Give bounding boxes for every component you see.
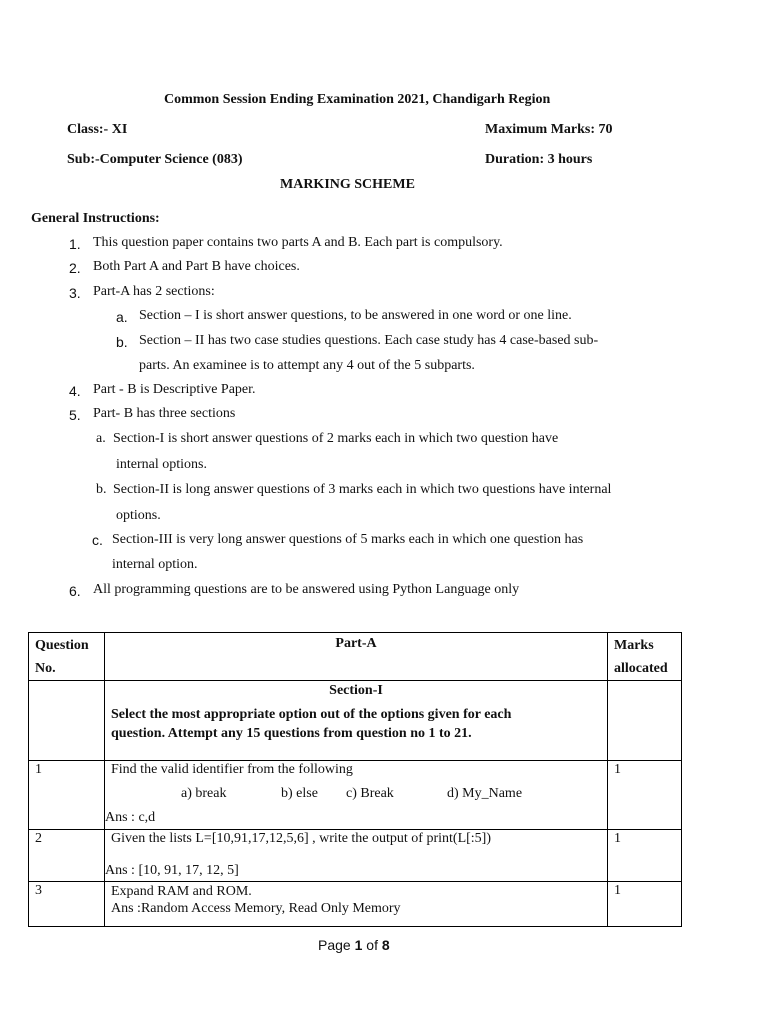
question-text: Given the lists L=[10,91,17,12,5,6] , write the output of print(L[:5])	[111, 831, 491, 846]
item-text: internal options.	[116, 457, 207, 472]
question-number-cell	[29, 830, 105, 882]
item-text: Part-A has 2 sections:	[93, 284, 215, 299]
question-cell	[105, 761, 608, 830]
section-row-num-cell	[29, 681, 105, 761]
item-number: a.	[96, 431, 106, 446]
instructions-heading: General Instructions:	[31, 211, 160, 226]
option-a: a) break	[181, 786, 227, 801]
answer-text: Ans : [10, 91, 17, 12, 5]	[105, 863, 239, 878]
item-number: 1.	[69, 236, 81, 252]
item-number: 2.	[69, 260, 81, 276]
marking-table	[28, 632, 682, 927]
header-marks-line1: Marks	[614, 638, 654, 653]
question-number: 2	[35, 831, 42, 846]
option-c: c) Break	[346, 786, 394, 801]
page-footer	[318, 937, 390, 953]
header-part-a	[105, 633, 608, 681]
item-text: parts. An examinee is to attempt any 4 out of the 5 subparts.	[139, 358, 475, 373]
max-marks: Maximum Marks: 70	[485, 122, 613, 137]
header-question-line2: No.	[35, 661, 56, 676]
header-marks	[608, 633, 682, 681]
item-text: Section-II is long answer questions of 3 marks each in which two questions have internal	[113, 482, 612, 497]
table-row	[29, 882, 682, 927]
option-d: d) My_Name	[447, 786, 523, 801]
page-word: Page	[318, 937, 355, 953]
section-note-line2: question. Attempt any 15 questions from question no 1 to 21.	[111, 726, 472, 741]
item-number: a.	[116, 309, 128, 325]
item-text: Section – I is short answer questions, to be answered in one word or one line.	[139, 308, 572, 323]
answer-text: Ans : c,d	[105, 810, 156, 825]
item-number: 5.	[69, 407, 81, 423]
question-number-cell	[29, 761, 105, 830]
section-cell	[105, 681, 608, 761]
table-row	[29, 761, 682, 830]
item-text: Section-III is very long answer questions of 5 marks each in which one question has	[112, 532, 584, 547]
item-text: Section-I is short answer questions of 2 marks each in which two question have	[113, 431, 559, 446]
duration-label: Duration: 3 hours	[485, 152, 593, 167]
marks-value: 1	[614, 883, 621, 898]
table-header-row	[29, 633, 682, 681]
item-number: b.	[116, 334, 128, 350]
header-question-line1: Question	[35, 638, 89, 653]
question-text: Find the valid identifier from the following	[111, 762, 353, 777]
item-text: Section – II has two case studies questions. Each case study has 4 case-based sub-	[139, 333, 599, 348]
header-question-no	[29, 633, 105, 681]
option-b: b) else	[281, 786, 318, 801]
marks-value: 1	[614, 762, 621, 777]
header-marks-line2: allocated	[614, 661, 668, 676]
class-label: Class:- XI	[67, 122, 128, 137]
question-number-cell	[29, 882, 105, 927]
table-row	[29, 830, 682, 882]
question-text: Expand RAM and ROM.	[111, 884, 252, 899]
of-word: of	[362, 937, 382, 953]
answer-text: Ans :Random Access Memory, Read Only Memory	[111, 901, 401, 916]
item-number: 3.	[69, 285, 81, 301]
header-part-a-text: Part-A	[335, 636, 377, 651]
item-number: c.	[92, 532, 103, 548]
section-title: Section-I	[329, 683, 383, 698]
item-text: Part- B has three sections	[93, 406, 236, 421]
page-total: 8	[381, 937, 390, 953]
question-number: 3	[35, 883, 42, 898]
item-number: 6.	[69, 583, 81, 599]
marks-cell	[608, 830, 682, 882]
subject-label: Sub:-Computer Science (083)	[67, 152, 243, 167]
marks-value: 1	[614, 831, 621, 846]
section-row-marks-cell	[608, 681, 682, 761]
page-number: 1	[354, 937, 363, 953]
item-text: All programming questions are to be answered using Python Language only	[93, 582, 520, 597]
question-cell	[105, 882, 608, 927]
item-text: options.	[116, 508, 161, 523]
marks-cell	[608, 761, 682, 830]
marks-cell	[608, 882, 682, 927]
exam-title: Common Session Ending Examination 2021, Chandigarh Region	[164, 92, 551, 107]
item-number: b.	[96, 482, 107, 497]
scheme-title: MARKING SCHEME	[280, 177, 415, 192]
item-text: Part - B is Descriptive Paper.	[93, 382, 256, 397]
question-cell	[105, 830, 608, 882]
item-text: This question paper contains two parts A and B. Each part is compulsory.	[93, 235, 503, 250]
section-row	[29, 681, 682, 761]
item-number: 4.	[69, 383, 81, 399]
item-text: Both Part A and Part B have choices.	[93, 259, 300, 274]
item-text: internal option.	[112, 557, 198, 572]
question-number: 1	[35, 762, 42, 777]
section-note-line1: Select the most appropriate option out of the options given for each	[111, 707, 512, 722]
